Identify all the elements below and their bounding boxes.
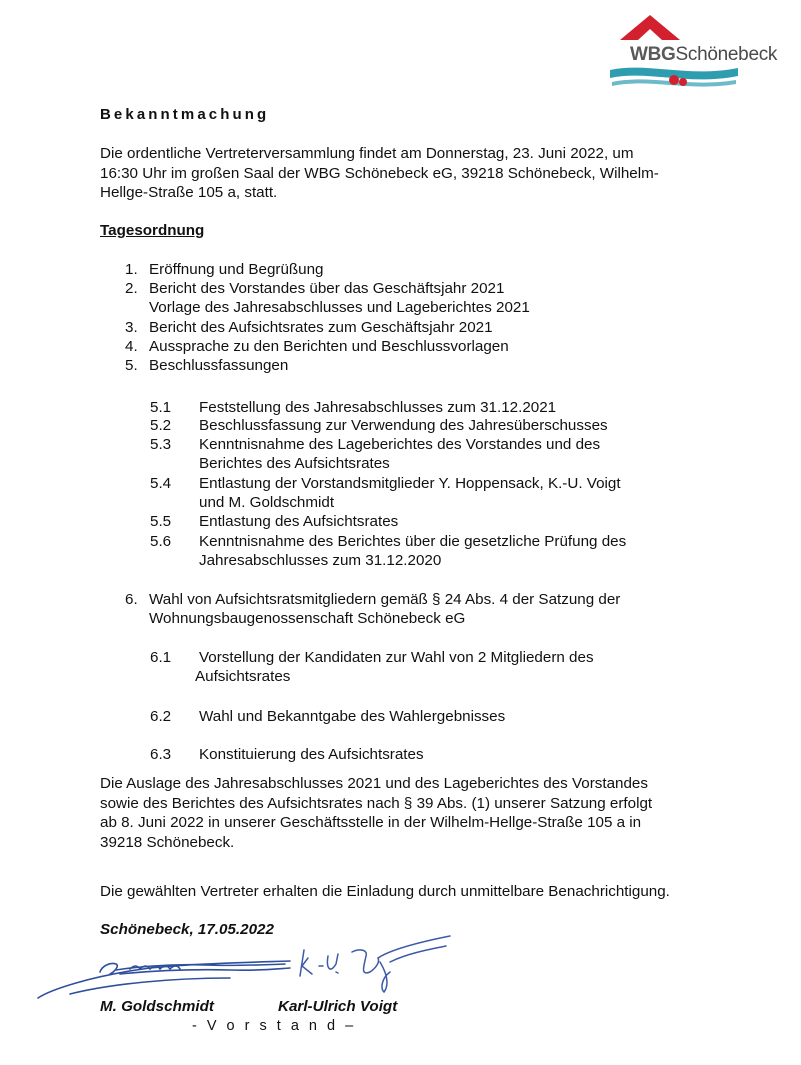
intro-line: 16:30 Uhr im großen Saal der WBG Schönebeck eG, 39218 Schönebeck, Wilhelm- <box>100 164 659 182</box>
wbg-logo <box>608 12 788 92</box>
agenda-item-text: Beschlussfassungen <box>149 357 289 374</box>
agenda-item-3 <box>125 318 493 337</box>
agenda-subitem-6-2 <box>150 707 505 726</box>
agenda-item-number: 1. <box>125 261 138 278</box>
agenda-subitem-number: 6.3 <box>150 746 172 763</box>
intro-line: Hellge-Straße 105 a, statt. <box>100 184 278 201</box>
intro-line: Die ordentliche Vertreterversammlung findet am Donnerstag, 23. Juni 2022, um <box>100 145 634 162</box>
agenda-subitem-6-1 <box>150 648 594 686</box>
agenda-subitem-number: 5.6 <box>150 533 172 550</box>
agenda-title: Tagesordnung <box>100 222 205 239</box>
agenda-item-number: 3. <box>125 319 138 336</box>
agenda-item-2 <box>125 279 530 317</box>
signatory-2-name: Karl-Ulrich Voigt <box>278 998 398 1015</box>
agenda-subitem-text: und M. Goldschmidt <box>199 494 335 511</box>
agenda-item-5 <box>125 356 288 375</box>
closing-line: Die Auslage des Jahresabschlusses 2021 und des Lageberichtes des Vorstandes <box>100 775 648 792</box>
signatory-1-name: M. Goldschmidt <box>100 998 214 1015</box>
agenda-subitem-number: 5.2 <box>150 417 172 434</box>
closing-line: ab 8. Juni 2022 in unserer Geschäftsstelle in der Wilhelm-Hellge-Straße 105 a in <box>100 814 642 831</box>
agenda-subitem-text: Feststellung des Jahresabschlusses zum 31.12.2021 <box>199 399 557 416</box>
agenda-subitem-5-5 <box>150 512 398 531</box>
agenda-item-text: Wahl von Aufsichtsratsmitgliedern gemäß § 24 Abs. 4 der Satzung der <box>149 591 621 608</box>
agenda-subitem-text: Entlastung des Aufsichtsrates <box>199 513 399 530</box>
agenda-item-text: Vorlage des Jahresabschlusses und Lageberichtes 2021 <box>149 299 530 316</box>
agenda-subitem-6-3 <box>150 745 424 764</box>
agenda-subitem-5-1 <box>150 398 556 417</box>
agenda-item-1 <box>125 260 324 279</box>
closing-paragraph <box>100 774 652 852</box>
board-label: - V o r s t a n d – <box>192 1018 357 1034</box>
closing-line: 39218 Schönebeck. <box>100 833 235 851</box>
agenda-subitem-text: Wahl und Bekanntgabe des Wahlergebnisses <box>199 708 506 725</box>
agenda-subitem-number: 5.5 <box>150 513 172 530</box>
agenda-subitem-5-3 <box>150 435 600 473</box>
agenda-item-number: 5. <box>125 357 138 374</box>
agenda-item-number: 4. <box>125 338 138 355</box>
place-date: Schönebeck, 17.05.2022 <box>100 921 274 938</box>
agenda-subitem-text: Vorstellung der Kandidaten zur Wahl von 2 Mitgliedern des <box>199 649 594 666</box>
agenda-subitem-text: Konstituierung des Aufsichtsrates <box>199 746 424 763</box>
agenda-item-text: Bericht des Aufsichtsrates zum Geschäftsjahr 2021 <box>149 319 493 336</box>
agenda-item-number: 2. <box>125 280 138 297</box>
agenda-subitem-number: 6.1 <box>150 649 172 666</box>
agenda-subitem-text: Jahresabschlusses zum 31.12.2020 <box>199 552 442 569</box>
invitation-paragraph <box>100 882 670 902</box>
agenda-subitem-5-2 <box>150 416 608 435</box>
agenda-subitem-text: Berichtes des Aufsichtsrates <box>199 455 390 472</box>
intro-paragraph <box>100 144 659 203</box>
agenda-item-6 <box>125 590 620 628</box>
agenda-item-text: Wohnungsbaugenossenschaft Schönebeck eG <box>149 610 466 627</box>
agenda-subitem-number: 5.1 <box>150 399 172 416</box>
logo-city-text: Schönebeck <box>675 44 778 65</box>
agenda-subitem-5-4 <box>150 474 621 512</box>
signature-voigt <box>300 936 450 992</box>
agenda-subitem-5-6 <box>150 532 626 570</box>
agenda-item-text: Eröffnung und Begrüßung <box>149 261 324 278</box>
agenda-item-text: Bericht des Vorstandes über das Geschäftsjahr 2021 <box>149 280 505 297</box>
agenda-subitem-text: Aufsichtsrates <box>195 668 291 685</box>
agenda-subitem-number: 5.3 <box>150 436 172 453</box>
handwritten-signatures <box>30 928 470 1008</box>
signature-goldschmidt <box>38 961 290 998</box>
agenda-item-number: 6. <box>125 591 138 608</box>
agenda-subitem-text: Kenntnisnahme des Berichtes über die gesetzliche Prüfung des <box>199 533 627 550</box>
agenda-subitem-text: Kenntnisnahme des Lageberichtes des Vorstandes und des <box>199 436 601 453</box>
invitation-line: Die gewählten Vertreter erhalten die Einladung durch unmittelbare Benachrichtigung. <box>100 883 670 900</box>
logo-wbg-text: WBG <box>630 44 676 65</box>
agenda-item-4 <box>125 337 509 356</box>
agenda-subitem-text: Entlastung der Vorstandsmitglieder Y. Hoppensack, K.-U. Voigt <box>199 475 621 492</box>
document-heading: Bekanntmachung <box>100 106 270 123</box>
agenda-subitem-number: 6.2 <box>150 708 172 725</box>
closing-line: sowie des Berichtes des Aufsichtsrates nach § 39 Abs. (1) unserer Satzung erfolgt <box>100 794 653 812</box>
agenda-subitem-text: Beschlussfassung zur Verwendung des Jahresüberschusses <box>199 417 608 434</box>
agenda-item-text: Aussprache zu den Berichten und Beschlussvorlagen <box>149 338 509 355</box>
agenda-subitem-number: 5.4 <box>150 475 172 492</box>
